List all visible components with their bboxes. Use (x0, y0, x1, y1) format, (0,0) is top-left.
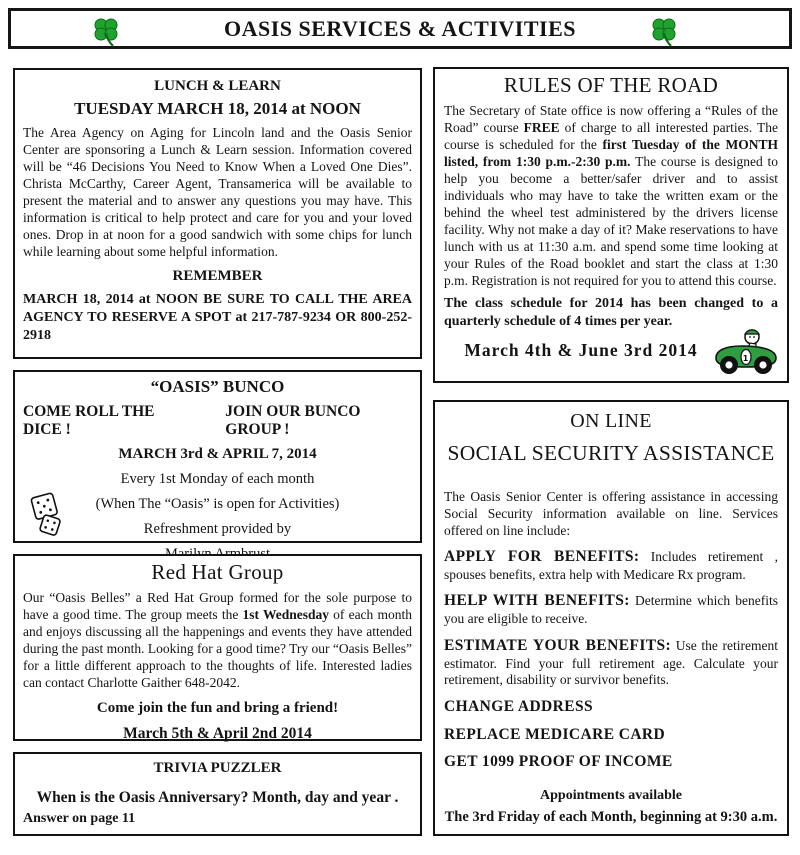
ss-benefit-item (444, 753, 778, 772)
rules-of-road-box (433, 67, 789, 383)
ss-benefit-item (444, 637, 778, 689)
ss-appointments-detail: The 3rd Friday of each Month, beginning at 9:30 a.m. (444, 809, 778, 826)
bunco-schedule: Every 1st Monday of each month (120, 471, 315, 487)
shamrock-icon (93, 17, 119, 47)
rules-title: RULES OF THE ROAD (503, 73, 719, 97)
trivia-question: When is the Oasis Anniversary? Month, day and year . (36, 789, 399, 806)
car-icon (712, 324, 780, 378)
bunco-dates: MARCH 3rd & APRIL 7, 2014 (118, 446, 317, 462)
ss-item-desc: Determine which benefits you are eligible to receive. (444, 593, 779, 627)
rules-body: The Secretary of State office is now offering a “Rules of the Road” course FREE of charge to all interested parties. The course is scheduled for the first Tuesday of the MONTH listed, from 1:30 p.m.-2:30 p.m. The course is designed to help you become a better/safer driver and to assist individuals who may have to take the written exam or the behind the wheel test administered by the drivers license facility. Why not make a day of it? Make reservations to have lunch with us at 11:30 a.m. and spend some time looking at your Rules of the Road booklet and start the class at 1:30 p.m. Registration is not required for you to attend this course. (444, 103, 778, 288)
bunco-invite-a: COME ROLL THE DICE ! (23, 403, 155, 438)
bunco-condition: (When The “Oasis” is open for Activities) (95, 496, 340, 512)
lunch-learn-subtitle: TUESDAY MARCH 18, 2014 at NOON (74, 99, 361, 118)
lunch-learn-title: LUNCH & LEARN (154, 78, 281, 94)
ss-benefit-item (444, 726, 778, 745)
ss-title-line2: SOCIAL SECURITY ASSISTANCE (447, 441, 775, 465)
trivia-title: TRIVIA PUZZLER (153, 760, 282, 776)
ss-benefit-item (444, 698, 778, 717)
trivia-answer-ref: Answer on page 11 (23, 811, 136, 826)
ss-item-label: ESTIMATE YOUR BENEFITS: (444, 636, 672, 654)
trivia-box (13, 752, 422, 836)
red-hat-invite: Come join the fun and bring a friend! (96, 700, 339, 716)
bunco-box (13, 370, 422, 543)
ss-item-label: REPLACE MEDICARE CARD (444, 725, 666, 743)
lunch-learn-body: The Area Agency on Aging for Lincoln land and the Oasis Senior Center are sponsoring a Lunch & Learn session. Information covered will be “46 Decisions You Need to Know When a Loved One Dies”. Christa McCarthy, Career Agent, Transamerica will be available to present the material and to answer any questions you may have. This information is critical to help protect and care for you and your loved ones. Drop in at noon for a good sandwich with some chips for lunch while learning about some helpful information. (23, 125, 412, 259)
svg-text:1: 1 (742, 354, 750, 364)
lunch-learn-box (13, 68, 422, 359)
rules-dates-text: March 4th & June 3rd 2014 (464, 340, 698, 361)
ss-benefit-item (444, 548, 778, 583)
rules-dates (444, 340, 778, 364)
rules-schedule-note: The class schedule for 2014 has been changed to a quarterly schedule of 4 times per year. (444, 296, 778, 330)
lunch-learn-remember: REMEMBER (172, 268, 263, 284)
red-hat-title: Red Hat Group (151, 560, 284, 584)
red-hat-box (13, 554, 422, 741)
ss-title-line1: ON LINE (570, 410, 652, 432)
ss-item-desc: Use the retirement estimator. Find your full retirement age. Calculate your retirement, disability or survivor benefits. (444, 637, 778, 688)
bunco-invite-b: JOIN OUR BUNCO GROUP ! (225, 403, 361, 438)
ss-item-label: GET 1099 PROOF OF INCOME (444, 753, 673, 771)
ss-item-label: CHANGE ADDRESS (444, 697, 594, 715)
bunco-refreshment: Refreshment provided by (143, 521, 292, 537)
social-security-box (433, 400, 789, 836)
shamrock-icon (651, 17, 677, 47)
ss-benefit-item (444, 592, 778, 627)
bunco-invite-line (23, 403, 412, 439)
ss-intro: The Oasis Senior Center is offering assistance in accessing Social Security information available on line. Services offered on line include: (444, 489, 778, 538)
bunco-title: “OASIS” BUNCO (150, 377, 285, 396)
ss-item-label: APPLY FOR BENEFITS: (444, 548, 640, 565)
red-hat-body: Our “Oasis Belles” a Red Hat Group formed for the sole purpose to have a good time. The group meets the 1st Wednesday of each month and enjoys discussing all the happenings and events they have attended during the past month. Looking for a good time? Try our “Oasis Belles” for a little different approach to the thoughts of life. Interested ladies can contact Charlotte Gaither 648-2042. (23, 590, 412, 690)
dice-icon (27, 491, 71, 539)
red-hat-dates: March 5th & April 2nd 2014 (123, 725, 312, 742)
ss-item-label: HELP WITH BENEFITS: (444, 592, 630, 610)
lunch-learn-cta: MARCH 18, 2014 at NOON BE SURE TO CALL THE AREA AGENCY TO RESERVE A SPOT at 217-787-9234 OR 800-252-2918 (23, 292, 412, 344)
page-title: OASIS SERVICES & ACTIVITIES (223, 15, 577, 41)
ss-appointments: Appointments available (540, 788, 682, 804)
ss-item-desc: Includes retirement , spouses benefits, extra help with Medicare Rx program. (444, 549, 778, 582)
page-header (8, 8, 792, 49)
